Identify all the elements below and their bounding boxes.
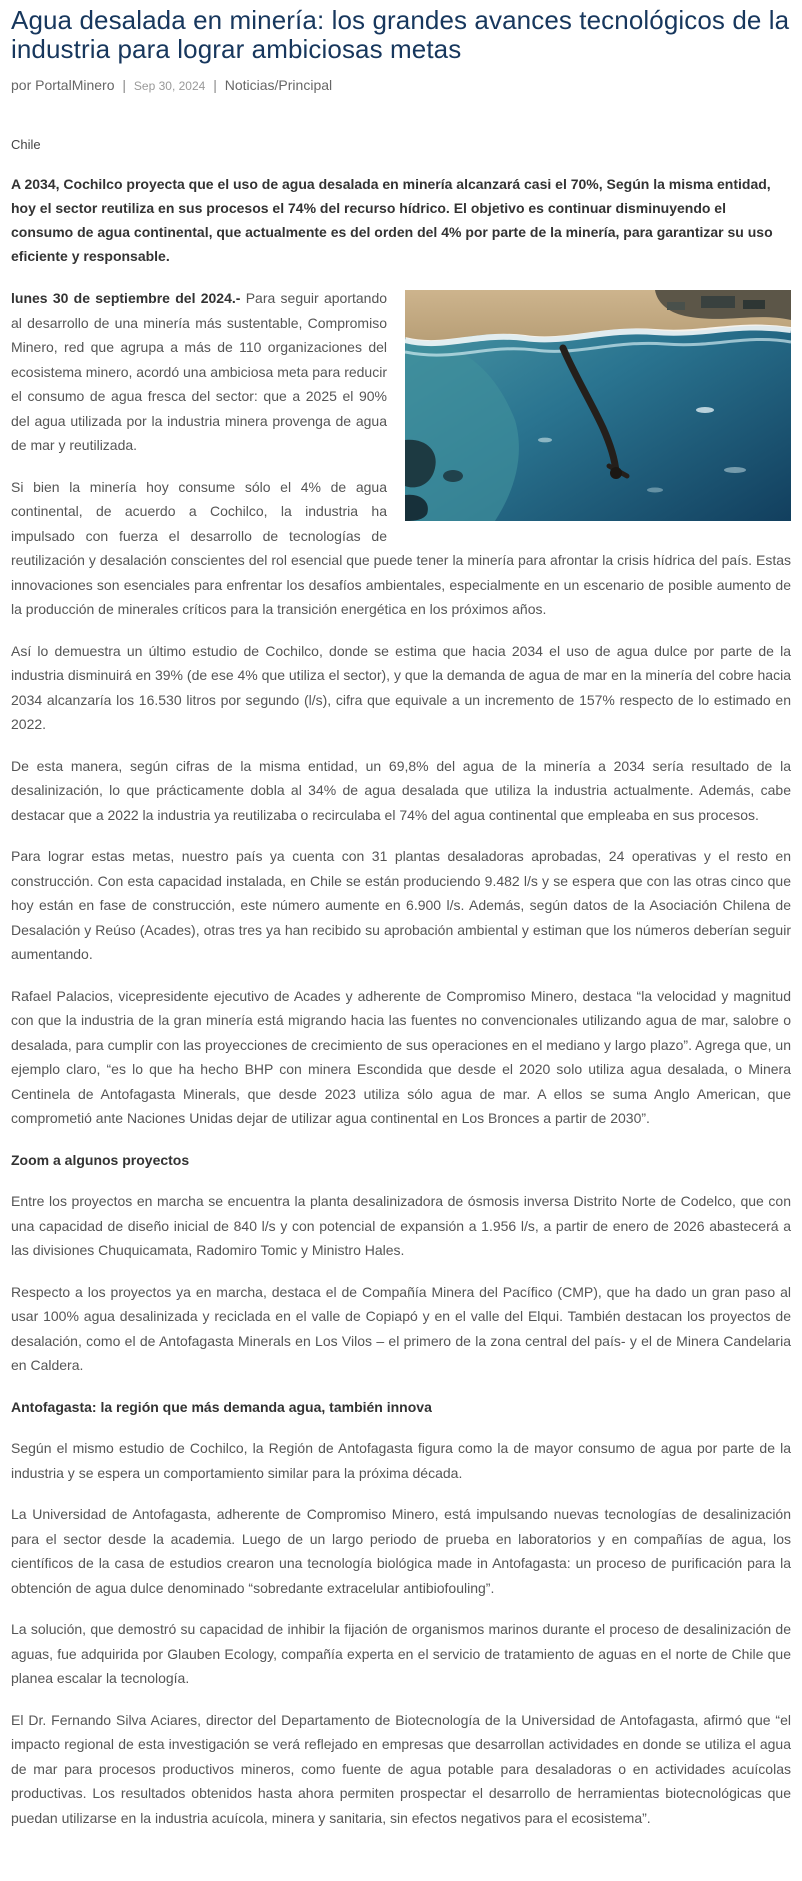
lead-paragraph: A 2034, Cochilco proyecta que el uso de agua desalada en minería alcanzará casi el 70%, Según la misma entidad, hoy el sector reutiliza en sus procesos el 74% del recurso hídrico. El objetivo es continuar disminuyendo el consumo de agua continental, que actualmente es del orden del 4% por parte de la minería, para garantizar su uso eficiente y responsable. bbox=[11, 176, 773, 265]
paragraph: Así lo demuestra un último estudio de Cochilco, donde se estima que hacia 2034 el uso de agua dulce por parte de la industria disminuirá en 39% (de ese 4% que utiliza el sector), y que la demanda de agua de mar en la minería del cobre hacia 2034 alcanzaría los 16.530 litros por segundo (l/s), cifra que equivale a un incremento de 157% respecto de lo estimado en 2022. bbox=[11, 642, 791, 733]
category-link[interactable]: Noticias/Principal bbox=[224, 77, 333, 94]
dateline-bold: lunes 30 de septiembre del 2024.- bbox=[11, 290, 241, 307]
paragraph: La solución, que demostró su capacidad de inhibir la fijación de organismos marinos durante el proceso de desalinización de aguas, fue adquirida por Glauben Ecology, compañía experta en el servicio de tratamiento de aguas en el norte de Chile que planea escalar la tecnología. bbox=[11, 1621, 791, 1687]
paragraph: La Universidad de Antofagasta, adherente de Compromiso Minero, está impulsando nuevas tecnologías de desalinización para el sector desde la academia. Luego de un largo periodo de prueba en laboratorios y en compañías de agua, los científicos de la casa de estudios crearon una tecnología biológica made in Antofagasta: un proceso de purificación para la obtención de agua dulce denominado “sobredante extracelular antibiofouling”. bbox=[11, 1506, 791, 1596]
paragraph: Para lograr estas metas, nuestro país ya cuenta con 31 plantas desaladoras aprobadas, 24 operativas y el resto en construcción. Con esta capacidad instalada, en Chile se están produciendo 9.482 l/s y se espera que con las otras cinco que hoy están en fase de construcción, este número aumente en 6.900 l/s. Además, según datos de la Asociación Chilena de Desalación y Reúso (Acades), otras tres ya han recibido su aprobación ambiental y estiman que los números deberían seguir aumentando. bbox=[11, 848, 791, 963]
paragraph: El Dr. Fernando Silva Aciares, director del Departamento de Biotecnología de la Universidad de Antofagasta, afirmó que “el impacto regional de esta investigación se verá reflejado en empresas que desarrollan actividades en donde se utiliza el agua de mar para procesos productivos mineros, como fuente de agua potable para desaladoras o en actividades acuícolas productivas. Los resultados obtenidos hasta ahora permiten prospectar el desarrollo de herramientas biotecnológicas que puedan utilizarse en la industria acuícola, minera y sanitaria, sin efectos negativos para el ecosistema”. bbox=[11, 1711, 791, 1826]
paragraph: De esta manera, según cifras de la misma entidad, un 69,8% del agua de la minería a 2034 sería resultado de la desalinización, lo que prácticamente dobla al 34% de agua desalada que utiliza la industria actualmente. Además, cabe destacar que a 2022 la industria ya reutilizaba o recirculaba el 74% del agua continental que empleaba en sus procesos. bbox=[11, 757, 791, 823]
byline-prefix: por bbox=[11, 77, 32, 94]
subheading-zoom-proyectos: Zoom a algunos proyectos bbox=[11, 1151, 190, 1168]
paragraph: Según el mismo estudio de Cochilco, la Región de Antofagasta figura como la de mayor consumo de agua por parte de la industria y se espera un comportamiento similar para la próxima década. bbox=[11, 1440, 791, 1481]
post-date: Sep 30, 2024 bbox=[133, 79, 206, 94]
meta-separator: | bbox=[213, 77, 217, 94]
author-link[interactable]: PortalMinero bbox=[35, 77, 115, 94]
paragraph: Entre los proyectos en marcha se encuentra la planta desalinizadora de ósmosis inversa Distrito Norte de Codelco, que con una capacidad de diseño inicial de 840 l/s y con potencial de expansión a 1.956 l/s, a partir de enero de 2026 abastecerá a las divisiones Chuquicamata, Radomiro Tomic y Ministro Hales. bbox=[11, 1193, 791, 1259]
post-meta bbox=[11, 77, 791, 93]
country-tag: Chile bbox=[11, 137, 41, 153]
paragraph: Si bien la minería hoy consume sólo el 4% de agua continental, de acuerdo a Cochilco, la industria ha impulsado con fuerza el desarrollo de tecnologías de reutilización y desalación conscientes del rol esencial que puede tener la minería para afrontar la crisis hídrica del país. Estas innovaciones son esenciales para enfrentar los desafíos ambientales, especialmente en un escenario de posible aumento de la producción de minerales críticos para la transición energética en los próximos años. bbox=[11, 478, 791, 618]
paragraph: Rafael Palacios, vicepresidente ejecutivo de Acades y adherente de Compromiso Minero, destaca “la velocidad y magnitud con que la industria de la gran minería está migrando hacia las fuentes no convencionales utilizando agua de mar, salobre o desalada, para cumplir con las proyecciones de crecimiento de sus operaciones en el mediano y largo plazo”. Agrega que, un ejemplo claro, “es lo que ha hecho BHP con minera Escondida que desde el 2020 solo utiliza agua desalada, o Minera Centinela de Antofagasta Minerals, que desde 2023 utiliza sólo agua de mar. A ellos se suma Anglo American, que comprometió ante Naciones Unidas dejar de utilizar agua continental en Los Bronces a partir de 2030”. bbox=[11, 987, 791, 1127]
paragraph: Respecto a los proyectos ya en marcha, destaca el de Compañía Minera del Pacífico (CMP), que ha dado un gran paso al usar 100% agua desalinizada y reciclada en el valle de Copiapó y en el valle del Elqui. También destacan los proyectos de desalación, como el de Antofagasta Minerals en Los Vilos – el primero de la zona central del país- y el de Minera Candelaria en Caldera. bbox=[11, 1283, 791, 1374]
article-body bbox=[11, 286, 791, 1847]
dateline-text: Para seguir aportando al desarrollo de una minería más sustentable, Compromiso Minero, red que agrupa a más de 110 organizaciones del ecosistema minero, acordó una ambiciosa meta para reducir el consumo de agua fresca del sector: que a 2025 el 90% del agua utilizada por la industria minera provenga de agua de mar y reutilizada. bbox=[11, 290, 388, 454]
article-photo bbox=[405, 290, 791, 521]
subheading-antofagasta: Antofagasta: la región que más demanda agua, también innova bbox=[11, 1398, 432, 1415]
aerial-coastline-image bbox=[405, 290, 791, 521]
page-title: Agua desalada en minería: los grandes avances tecnológicos de la industria para lograr ambiciosas metas bbox=[11, 5, 790, 65]
meta-separator: | bbox=[122, 77, 127, 94]
